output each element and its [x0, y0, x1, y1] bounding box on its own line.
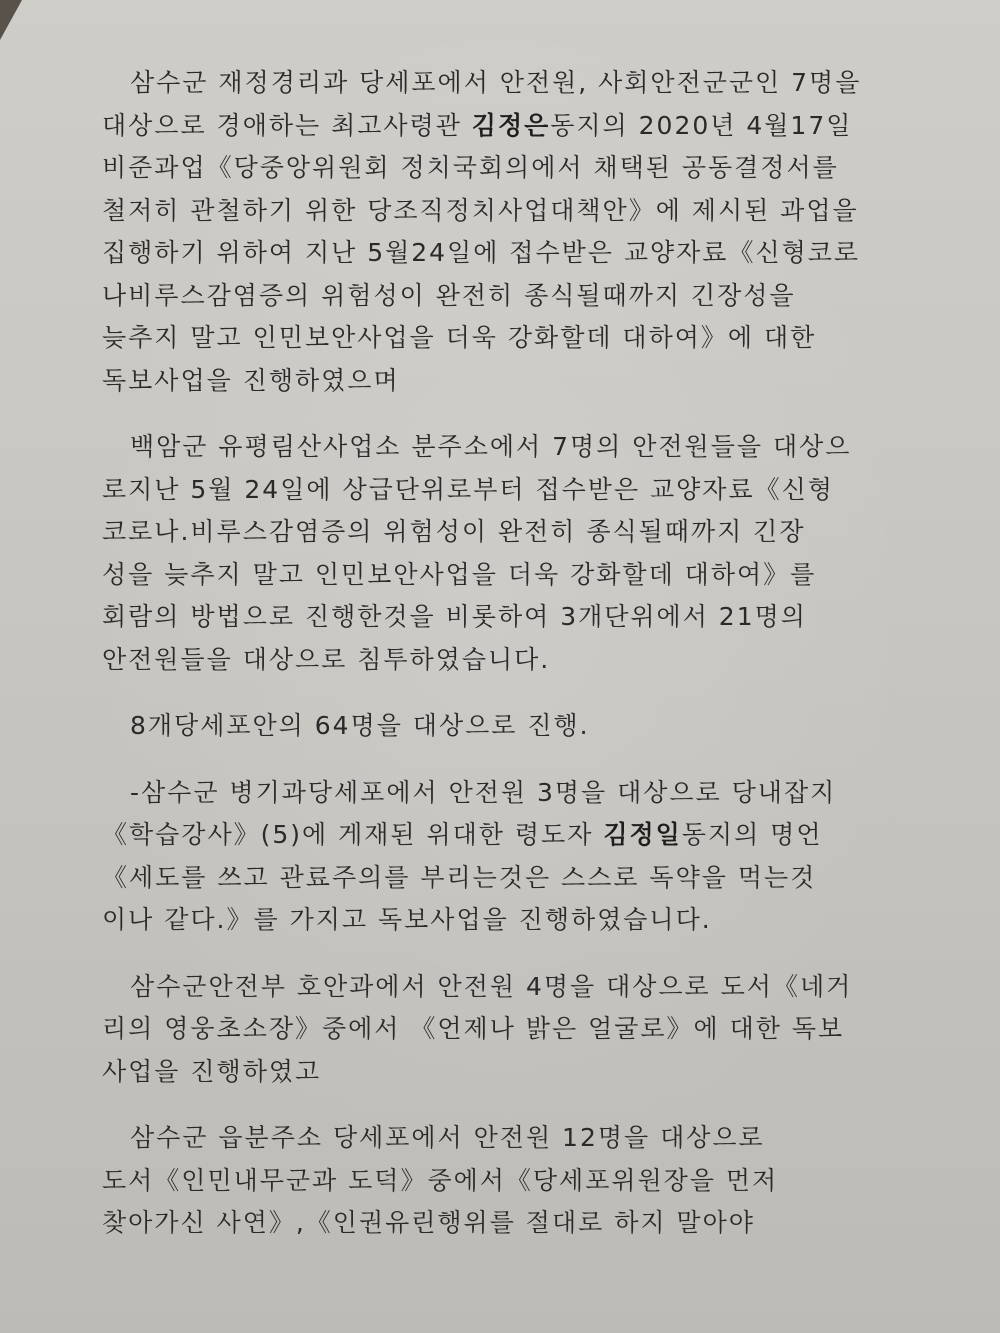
text-line: 철저히 관철하기 위한 당조직정치사업대책안》에 제시된 과업을	[102, 195, 859, 225]
text-line: 《학습강사》(5)에 게재된 위대한 령도자 김정일동지의 명언	[102, 820, 823, 849]
text-line: 리의 영웅초소장》중에서 《언제나 밝은 얼굴로》에 대한 독보	[102, 1014, 845, 1043]
paragraph	[102, 62, 920, 402]
text-line: 코로나.비루스감염증의 위험성이 완전히 종식될때까지 긴장	[102, 517, 806, 546]
text-line: 독보사업을 진행하였으며	[102, 365, 400, 395]
text-line: 안전원들을 대상으로 침투하였습니다.	[102, 644, 551, 674]
text-line: -삼수군 병기과당세포에서 안전원 3명을 대상으로 당내잡지	[130, 777, 837, 807]
document-text-body	[102, 62, 920, 1269]
text-line: 삼수군안전부 호안과에서 안전원 4명을 대상으로 도서《네거	[130, 971, 853, 1001]
text-line: 늦추지 말고 인민보안사업을 더욱 강화할데 대하여》에 대한	[102, 323, 817, 352]
leader-name: 김정일	[603, 820, 682, 849]
paragraph	[102, 966, 920, 1094]
paragraph	[102, 772, 920, 942]
text-line: 찾아가신 사연》,《인권유린행위를 절대로 하지 말아야	[102, 1208, 755, 1237]
text-line: 사업을 진행하였고	[102, 1056, 322, 1086]
text-line: 비준과업《당중앙위원회 정치국회의에서 채택된 공동결정서를	[102, 153, 839, 182]
paragraph	[102, 426, 920, 681]
text-line: 집행하기 위하여 지난 5월24일에 접수받은 교양자료《신형코로	[102, 238, 861, 267]
paragraph	[102, 705, 920, 748]
leader-name: 김정은	[471, 110, 551, 140]
paragraph	[102, 1117, 920, 1245]
text-line: 회람의 방법으로 진행한것을 비롯하여 3개단위에서 21명의	[102, 602, 807, 631]
text-line: 삼수군 재정경리과 당세포에서 안전원, 사회안전군군인 7명을	[130, 68, 862, 97]
text-line: 성을 늦추지 말고 인민보안사업을 더욱 강화할데 대하여》를	[102, 559, 817, 589]
text-line: 나비루스감염증의 위험성이 완전히 종식될때까지 긴장성을	[102, 280, 796, 310]
text-line: 도서《인민내무군과 도덕》중에서《당세포위원장을 먼저	[102, 1165, 779, 1195]
text-line: 《세도를 쓰고 관료주의를 부리는것은 스스로 독약을 먹는것	[102, 862, 817, 892]
text-line: 로지난 5월 24일에 상급단위로부터 접수받은 교양자료《신형	[102, 474, 834, 504]
text-line: 대상으로 경애하는 최고사령관 김정은동지의 2020년 4월17일	[102, 110, 853, 140]
text-line: 8개당세포안의 64명을 대상으로 진행.	[130, 711, 590, 740]
text-line: 삼수군 읍분주소 당세포에서 안전원 12명을 대상으로	[130, 1123, 765, 1152]
page-corner-shadow	[0, 0, 22, 40]
text-line: 이나 같다.》를 가지고 독보사업을 진행하였습니다.	[102, 905, 712, 934]
text-line: 백암군 유평림산사업소 분주소에서 7명의 안전원들을 대상으	[130, 432, 852, 461]
